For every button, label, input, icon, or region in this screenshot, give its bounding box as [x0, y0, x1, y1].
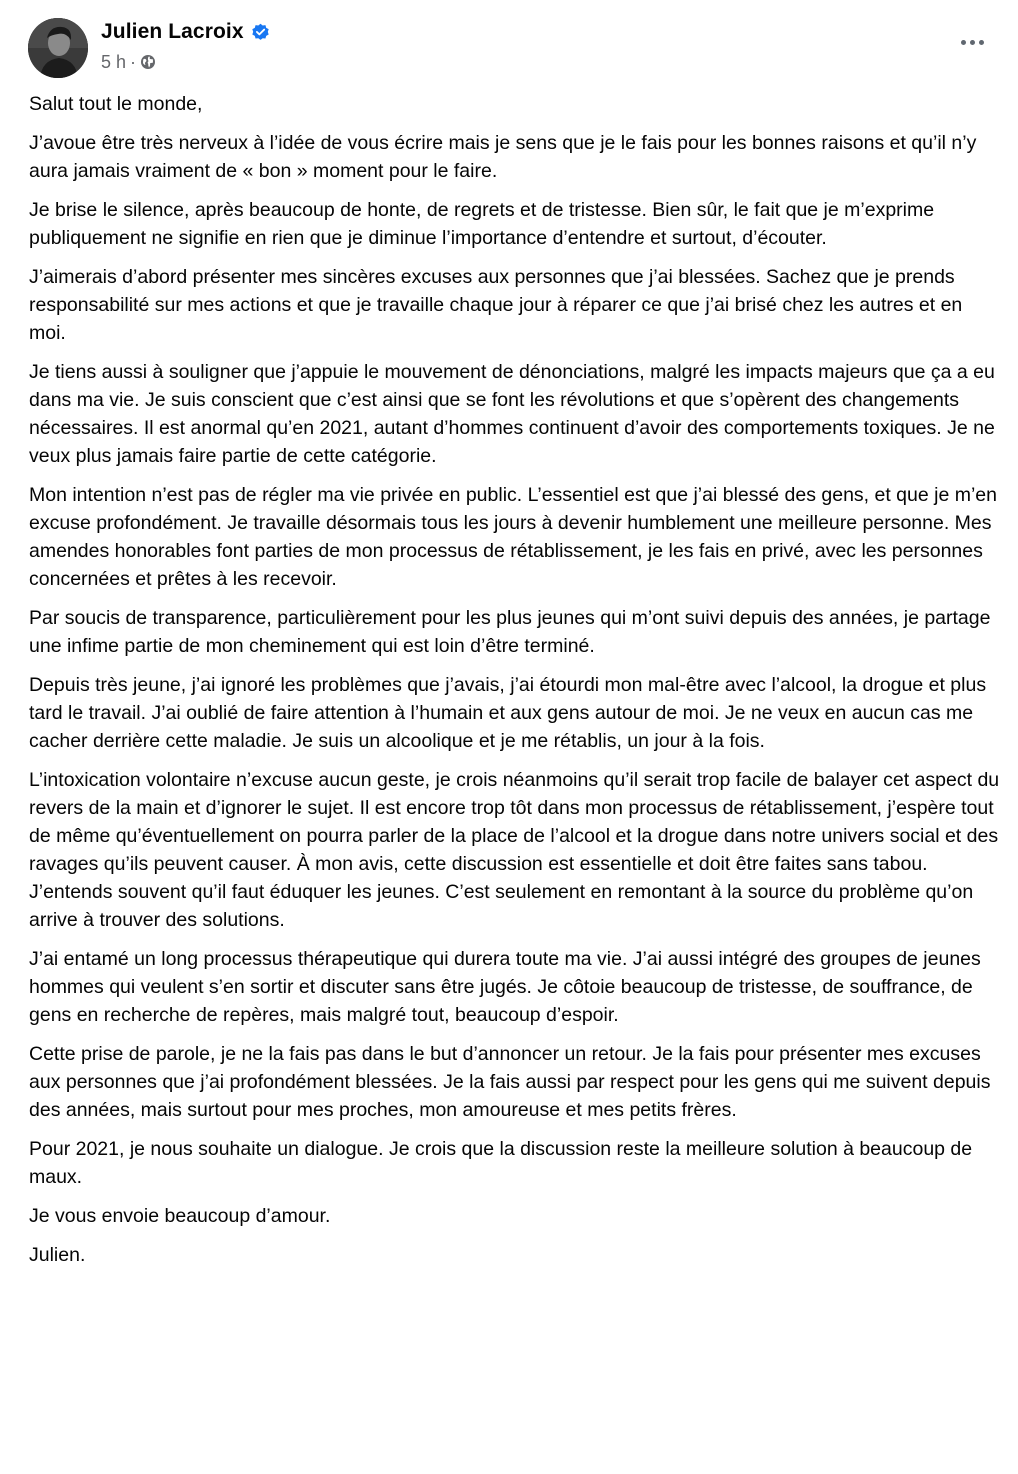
post-paragraph: J’ai entamé un long processus thérapeutique qui durera toute ma vie. J’ai aussi intégré des groupes de jeunes hommes qui veulent s’en sortir et discuter sans être jugés. Je côtoie beaucoup de tristesse, de souffrance, de gens en recherche de repères, mais malgré tout, beaucoup d’espoir.	[29, 948, 981, 1026]
post-paragraph: Cette prise de parole, je ne la fais pas dans le but d’annoncer un retour. Je la fais pour présenter mes excuses aux personnes que j’ai profondément blessées. Je la fais aussi par respect pour les gens qui me suivent depuis des années, mais surtout pour mes proches, mon amoureuse et mes petits frères.	[29, 1043, 991, 1121]
avatar-photo	[28, 18, 88, 78]
author-block	[101, 18, 270, 73]
post-timestamp[interactable]: 5 h	[101, 51, 127, 72]
post-paragraph: Salut tout le monde,	[29, 93, 203, 115]
post-paragraph: Pour 2021, je nous souhaite un dialogue. Je crois que la discussion reste la meilleure solution à beaucoup de maux.	[29, 1138, 973, 1188]
post-paragraph: Depuis très jeune, j’ai ignoré les problèmes que j’avais, j’ai étourdi mon mal-être avec l’alcool, la drogue et plus tard le travail. J’ai oublié de faire attention à l’humain et aux gens autour de moi. Je ne veux en aucun cas me cacher derrière cette maladie. Je suis un alcoolique et je me rétablis, un jour à la fois.	[29, 674, 987, 752]
post-paragraph: Par soucis de transparence, particulièrement pour les plus jeunes qui m’ont suivi depuis des années, je partage une infime partie de mon cheminement qui est loin d’être terminé.	[29, 607, 991, 657]
post-paragraph: Je tiens aussi à souligner que j’appuie le mouvement de dénonciations, malgré les impacts majeurs que ça a eu dans ma vie. Je suis conscient que c’est ainsi que se font les révolutions et que s’opèrent des changements nécessaires. Il est anormal qu’en 2021, autant d’hommes continuent d’avoir des comportements toxiques. Je ne veux plus jamais faire partie de cette catégorie.	[29, 361, 995, 467]
author-line	[101, 18, 270, 46]
post-paragraph: J’avoue être très nerveux à l’idée de vous écrire mais je sens que je le fais pour les bonnes raisons et qu’il n’y aura jamais vraiment de « bon » moment pour le faire.	[29, 132, 977, 182]
post-text	[29, 90, 1001, 1280]
post-header	[28, 16, 990, 78]
more-options-button[interactable]	[954, 28, 990, 56]
more-dot	[979, 40, 984, 45]
post-paragraph: L’intoxication volontaire n’excuse aucun geste, je crois néanmoins qu’il serait trop facile de balayer cet aspect du revers de la main et d’ignorer le sujet. Il est encore trop tôt dans mon processus de rétablissement, j’espère tout de même qu’éventuellement on pourra parler de la place de l’alcool et la drogue dans notre univers social et des ravages qu’ils peuvent causer. À mon avis, cette discussion est essentielle et doit être faites sans tabou. J’entends souvent qu’il faut éduquer les jeunes. C’est seulement en remontant à la source du problème qu’on arrive à trouver des solutions.	[29, 769, 1000, 931]
post-paragraph: Je vous envoie beaucoup d’amour.	[29, 1205, 331, 1227]
author-avatar[interactable]	[28, 18, 88, 78]
meta-separator: ·	[130, 51, 137, 72]
post-meta	[101, 51, 270, 73]
author-name[interactable]: Julien Lacroix	[101, 20, 244, 43]
more-dot	[970, 40, 975, 45]
post-paragraph: J’aimerais d’abord présenter mes sincères excuses aux personnes que j’ai blessées. Sachez que je prends responsabilité sur mes actions et que je travaille chaque jour à réparer ce que j’ai brisé chez les autres et en moi.	[29, 266, 963, 344]
post-paragraph: Mon intention n’est pas de régler ma vie privée en public. L’essentiel est que j’ai blessé des gens, et que je m’en excuse profondément. Je travaille désormais tous les jours à devenir humblement une meilleure personne. Mes amendes honorables font parties de mon processus de rétablissement, je les fais en privé, avec les personnes concernées et prêtes à les recevoir.	[29, 484, 997, 590]
post-paragraph: Je brise le silence, après beaucoup de honte, de regrets et de tristesse. Bien sûr, le fait que je m’exprime publiquement ne signifie en rien que je diminue l’importance d’entendre et surtout, d’écouter.	[29, 199, 935, 249]
verified-badge-icon	[251, 23, 270, 42]
globe-icon[interactable]	[140, 54, 156, 70]
more-horizontal-icon	[961, 40, 966, 45]
post-paragraph: Julien.	[29, 1244, 86, 1266]
